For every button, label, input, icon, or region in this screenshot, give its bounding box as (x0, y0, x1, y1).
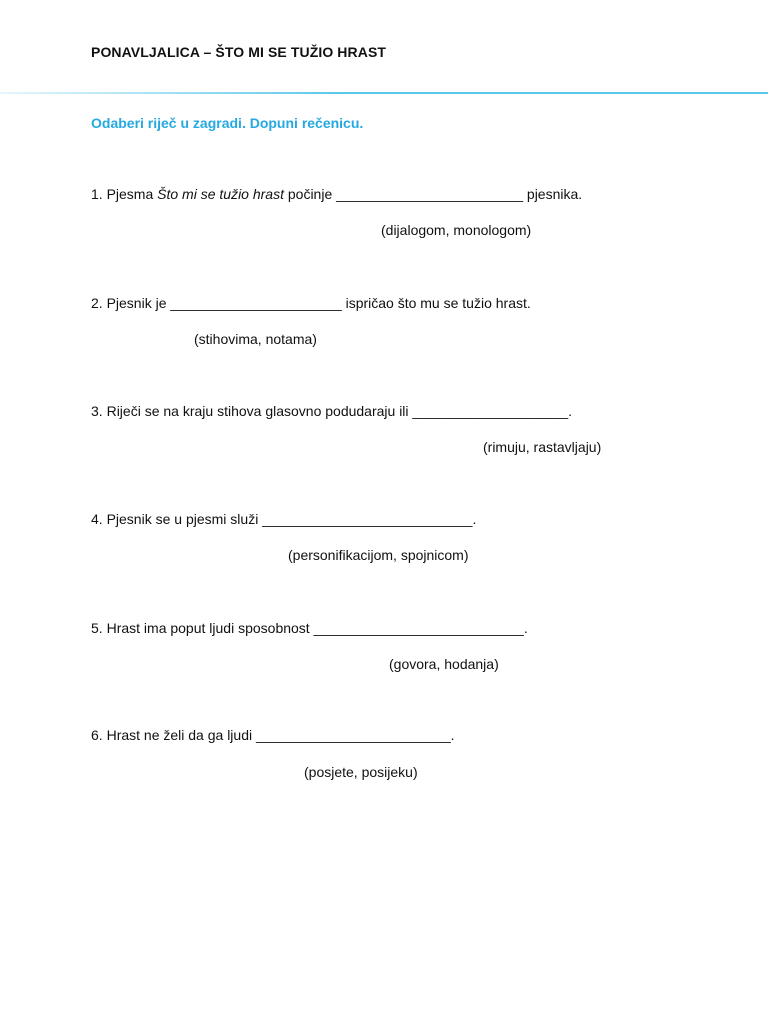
choices-4: (personifikacijom, spojnicom) (288, 547, 469, 563)
answer-blank[interactable]: ______________________ (170, 295, 342, 311)
question-number: 6. (91, 727, 103, 743)
question-text: . (450, 727, 455, 743)
header-divider (0, 92, 768, 94)
answer-blank[interactable]: ___________________________ (313, 620, 524, 636)
question-number: 2. (91, 295, 103, 311)
choices-2: (stihovima, notama) (194, 331, 317, 347)
question-number: 5. (91, 620, 103, 636)
answer-blank[interactable]: ____________________ (412, 403, 569, 419)
question-1 (91, 186, 582, 202)
choices-1: (dijalogom, monologom) (381, 222, 532, 238)
question-text: ispričao što mu se tužio hrast. (341, 295, 531, 311)
question-2 (91, 295, 531, 311)
question-text: Riječi se na kraju stihova glasovno podudaraju ili (102, 403, 413, 419)
question-6 (91, 727, 455, 743)
page-title: PONAVLJALICA – ŠTO MI SE TUŽIO HRAST (91, 44, 387, 60)
poem-title: Što mi se tužio hrast (157, 186, 284, 202)
question-text: Hrast ima poput ljudi sposobnost (102, 620, 314, 636)
choices-5: (govora, hodanja) (389, 656, 499, 672)
question-3 (91, 403, 572, 419)
instruction-text: Odaberi riječ u zagradi. Dopuni rečenicu. (91, 115, 364, 131)
question-number: 4. (91, 511, 103, 527)
question-text: pjesnika. (523, 186, 583, 202)
choices-6: (posjete, posijeku) (304, 764, 418, 780)
question-4 (91, 511, 476, 527)
answer-blank[interactable]: ___________________________ (262, 511, 473, 527)
question-text: Hrast ne želi da ga ljudi (102, 727, 256, 743)
question-text: Pjesnik je (102, 295, 171, 311)
question-text: Pjesma (102, 186, 158, 202)
choices-3: (rimuju, rastavljaju) (483, 439, 602, 455)
question-number: 1. (91, 186, 103, 202)
question-text: . (568, 403, 573, 419)
answer-blank[interactable]: ________________________ (336, 186, 524, 202)
question-text: počinje (283, 186, 337, 202)
question-text: . (472, 511, 477, 527)
question-text: Pjesnik se u pjesmi služi (102, 511, 263, 527)
question-number: 3. (91, 403, 103, 419)
question-5 (91, 620, 528, 636)
question-text: . (523, 620, 528, 636)
answer-blank[interactable]: _________________________ (256, 727, 451, 743)
